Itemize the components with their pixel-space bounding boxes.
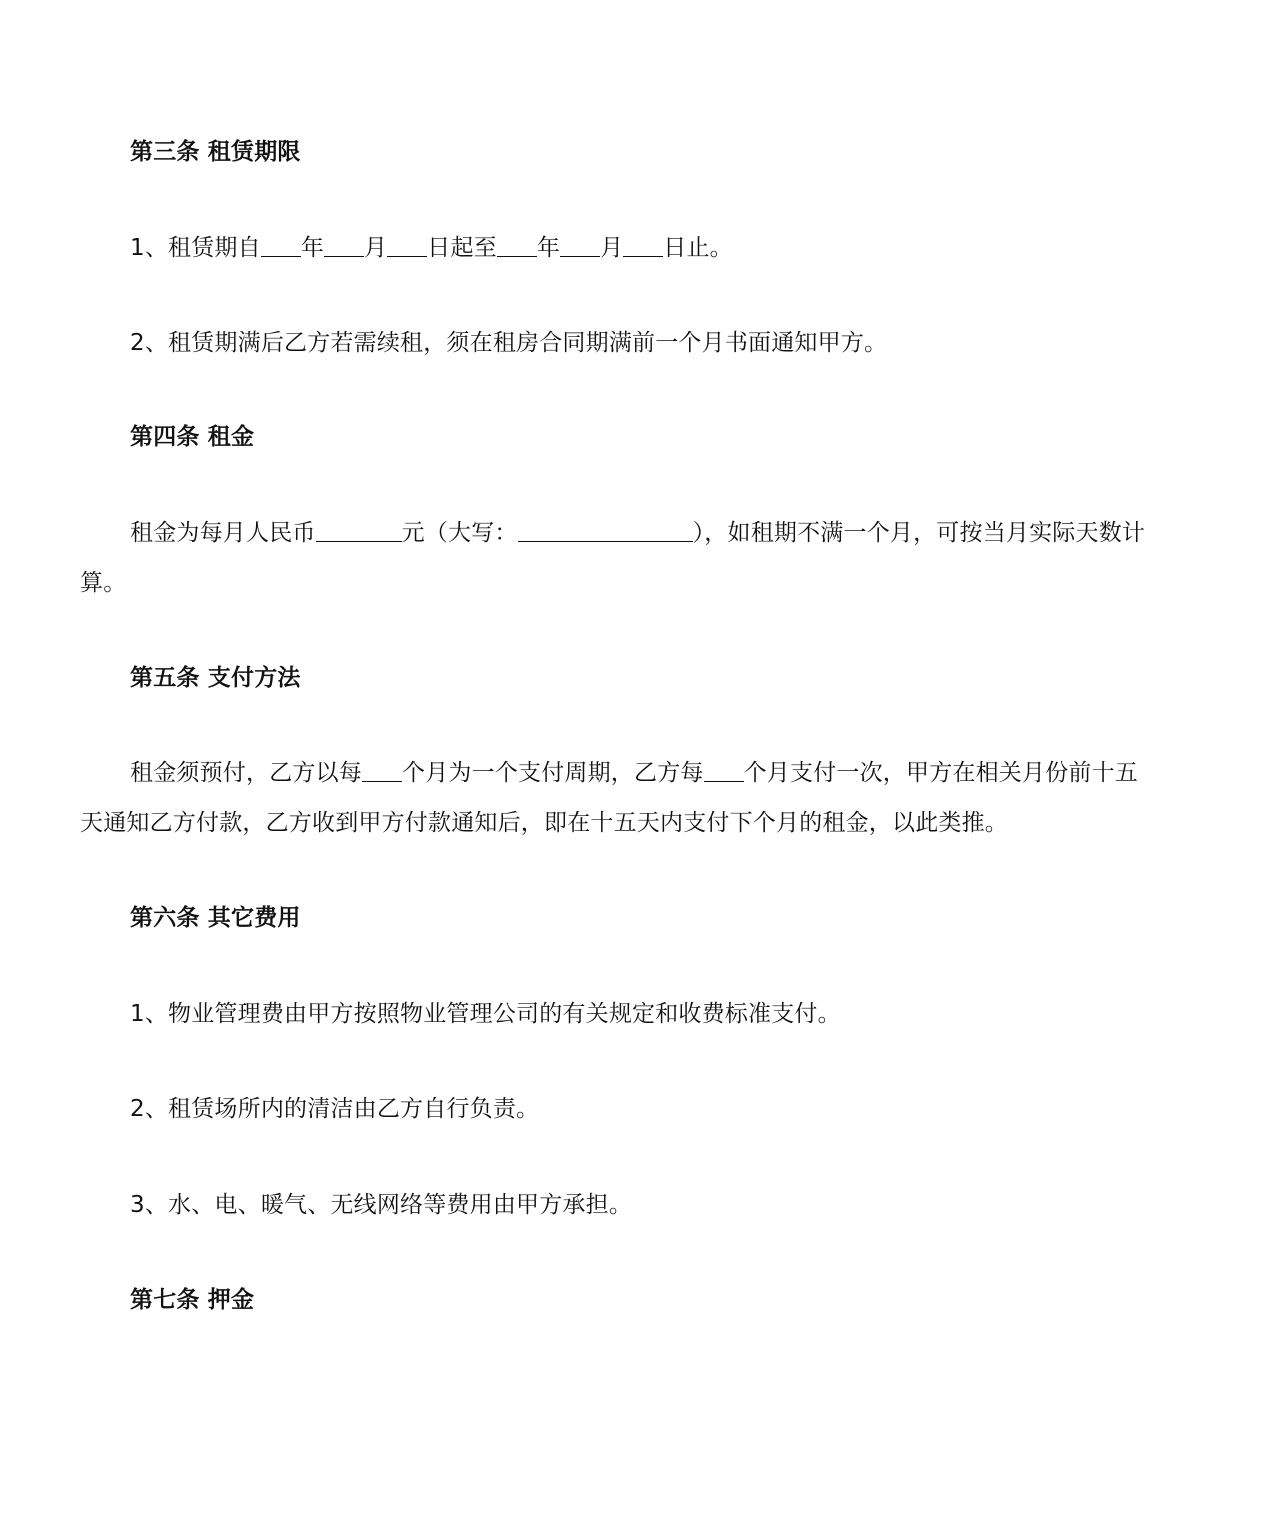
article-4-text-line-2: 算。 xyxy=(80,570,127,596)
rent-amount-blank xyxy=(316,519,402,542)
day-start-blank xyxy=(387,234,427,257)
article-4-text-line-1: 租金为每月人民币 元（大写： ），如租期不满一个月，可按当月实际天数计 xyxy=(130,520,1146,546)
article-5-heading: 第五条 支付方法 xyxy=(130,665,301,691)
year-start-blank xyxy=(261,234,301,257)
payment-cycle-blank xyxy=(362,759,402,782)
day-end-blank xyxy=(623,234,663,257)
article-6-item-1: 1、物业管理费由甲方按照物业管理公司的有关规定和收费标准支付。 xyxy=(130,1001,841,1027)
article-7-heading: 第七条 押金 xyxy=(130,1287,255,1313)
article-6-item-3: 3、水、电、暖气、无线网络等费用由甲方承担。 xyxy=(130,1192,633,1218)
article-3-item-1: 1、租赁期自 年 月 日起至 年 月 日止。 xyxy=(130,235,733,261)
article-4-heading: 第四条 租金 xyxy=(130,424,255,450)
rent-amount-words-blank xyxy=(518,519,693,542)
article-3-item-2: 2、租赁期满后乙方若需续租，须在租房合同期满前一个月书面通知甲方。 xyxy=(130,330,888,356)
article-3-heading: 第三条 租赁期限 xyxy=(130,139,301,165)
payment-interval-blank xyxy=(704,759,744,782)
article-5-text-line-1: 租金须预付，乙方以每 个月为一个支付周期，乙方每 个月支付一次，甲方在相关月份前十五 xyxy=(130,760,1139,786)
month-end-blank xyxy=(560,234,600,257)
article-6-item-2: 2、租赁场所内的清洁由乙方自行负责。 xyxy=(130,1096,540,1122)
article-5-text-line-2: 天通知乙方付款，乙方收到甲方付款通知后，即在十五天内支付下个月的租金，以此类推。 xyxy=(80,810,1008,836)
year-end-blank xyxy=(497,234,537,257)
month-start-blank xyxy=(324,234,364,257)
article-6-heading: 第六条 其它费用 xyxy=(130,905,301,931)
